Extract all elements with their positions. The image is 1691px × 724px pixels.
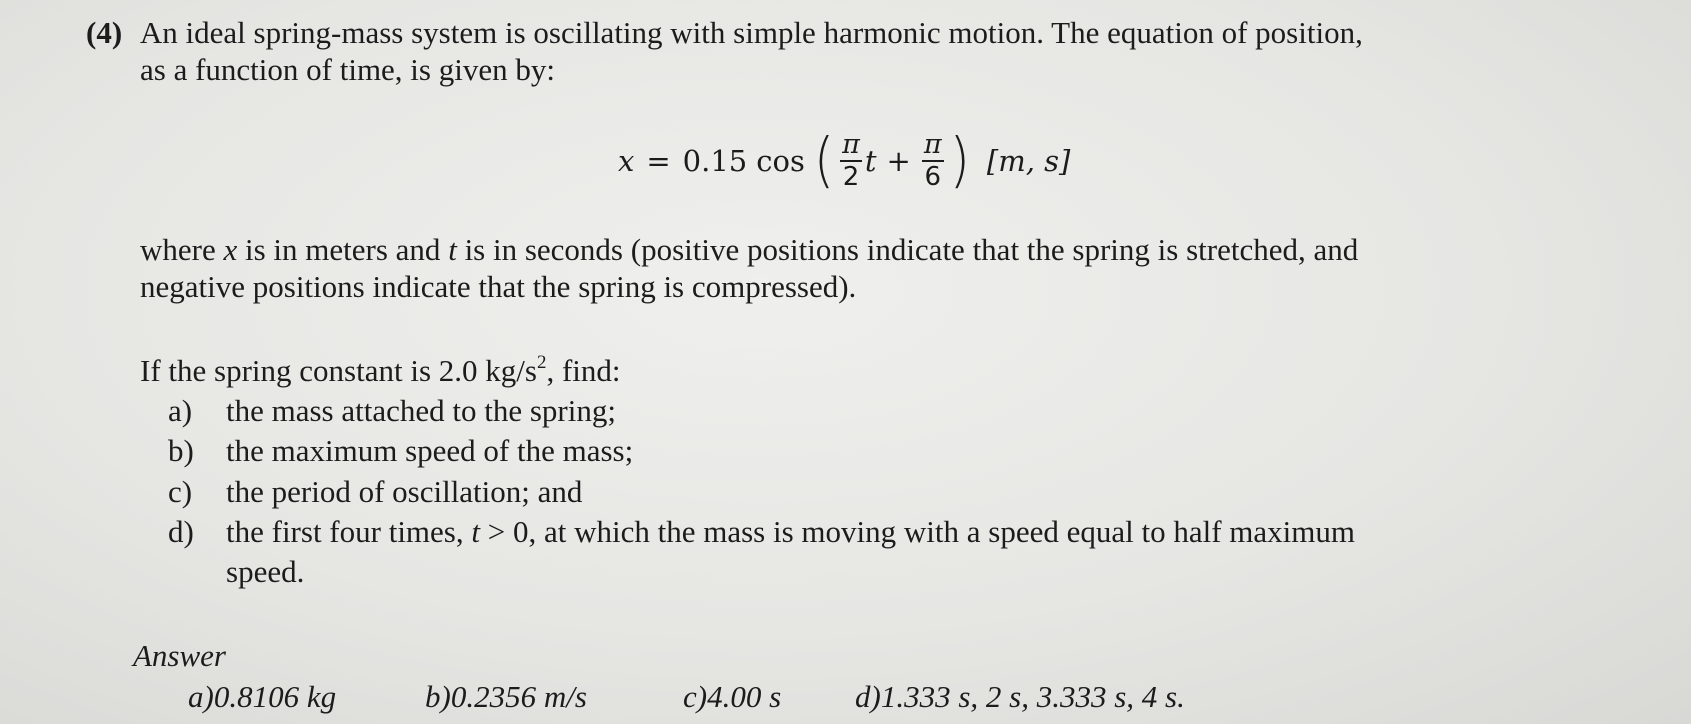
item-d-text-b: > 0, at which the mass is moving with a speed equal to half maximum [480, 514, 1355, 549]
item-a-text: the mass attached to the spring; [226, 393, 616, 428]
fraction-2-numerator: π [923, 129, 942, 160]
equation-units: [m, s] [986, 144, 1071, 178]
item-d-text-line-2: speed. [226, 554, 305, 589]
item-d-text [226, 513, 1355, 551]
item-d-letter: d) [168, 514, 194, 549]
answer-a: a)0.8106 kg [188, 679, 337, 714]
question-intro-text: If the spring constant is 2.0 kg/s [140, 353, 537, 388]
right-paren: ) [949, 126, 970, 196]
fraction-1-numerator: π [842, 129, 860, 160]
answer-b: b)0.2356 m/s [425, 679, 587, 714]
description-text-b: is in meters and [237, 232, 449, 267]
equation-lhs: x [618, 144, 635, 178]
description-text-c: is in seconds (positive positions indicate that the spring is stretched, and [456, 232, 1359, 267]
question-intro-superscript: 2 [536, 352, 547, 373]
fraction-pi-over-2 [840, 130, 862, 192]
equation-time-variable: t [864, 144, 877, 178]
description-text-a: where [140, 232, 224, 267]
item-a-letter: a) [168, 393, 193, 428]
description-var-t: t [448, 232, 457, 267]
item-d-var-t: t [471, 514, 480, 549]
left-paren: ( [813, 126, 835, 196]
question-intro-suffix: , find: [546, 353, 621, 388]
answer-c: c)4.00 s [683, 679, 782, 714]
problem-number: (4) [86, 15, 123, 50]
problem-statement-line-2: as a function of time, is given by: [140, 52, 555, 87]
item-c-text: the period of oscillation; and [226, 474, 583, 509]
item-d-text-a: the first four times, [226, 514, 472, 549]
equation-coefficient: 0.15 [682, 144, 748, 178]
answer-d: d)1.333 s, 2 s, 3.333 s, 4 s. [855, 679, 1185, 714]
item-b-text: the maximum speed of the mass; [226, 433, 634, 468]
problem-statement-line-1 [86, 14, 1363, 52]
fraction-1-denominator: 2 [842, 162, 860, 192]
question-intro [140, 352, 621, 390]
answer-label: Answer [133, 638, 226, 673]
description-var-x: x [223, 232, 238, 267]
equation-function: cos [756, 144, 805, 178]
equation-equals: = [646, 144, 671, 178]
item-c-letter: c) [168, 474, 193, 509]
description-line-1 [140, 231, 1358, 269]
problem-text-line-1: An ideal spring-mass system is oscillating with simple harmonic motion. The equation of position, [139, 15, 1363, 50]
fraction-pi-over-6 [922, 130, 944, 192]
position-equation [618, 116, 1070, 206]
equation-plus: + [886, 144, 911, 178]
description-line-2: negative positions indicate that the spring is compressed). [140, 269, 857, 304]
fraction-2-denominator: 6 [924, 162, 941, 192]
item-b-letter: b) [168, 433, 194, 468]
